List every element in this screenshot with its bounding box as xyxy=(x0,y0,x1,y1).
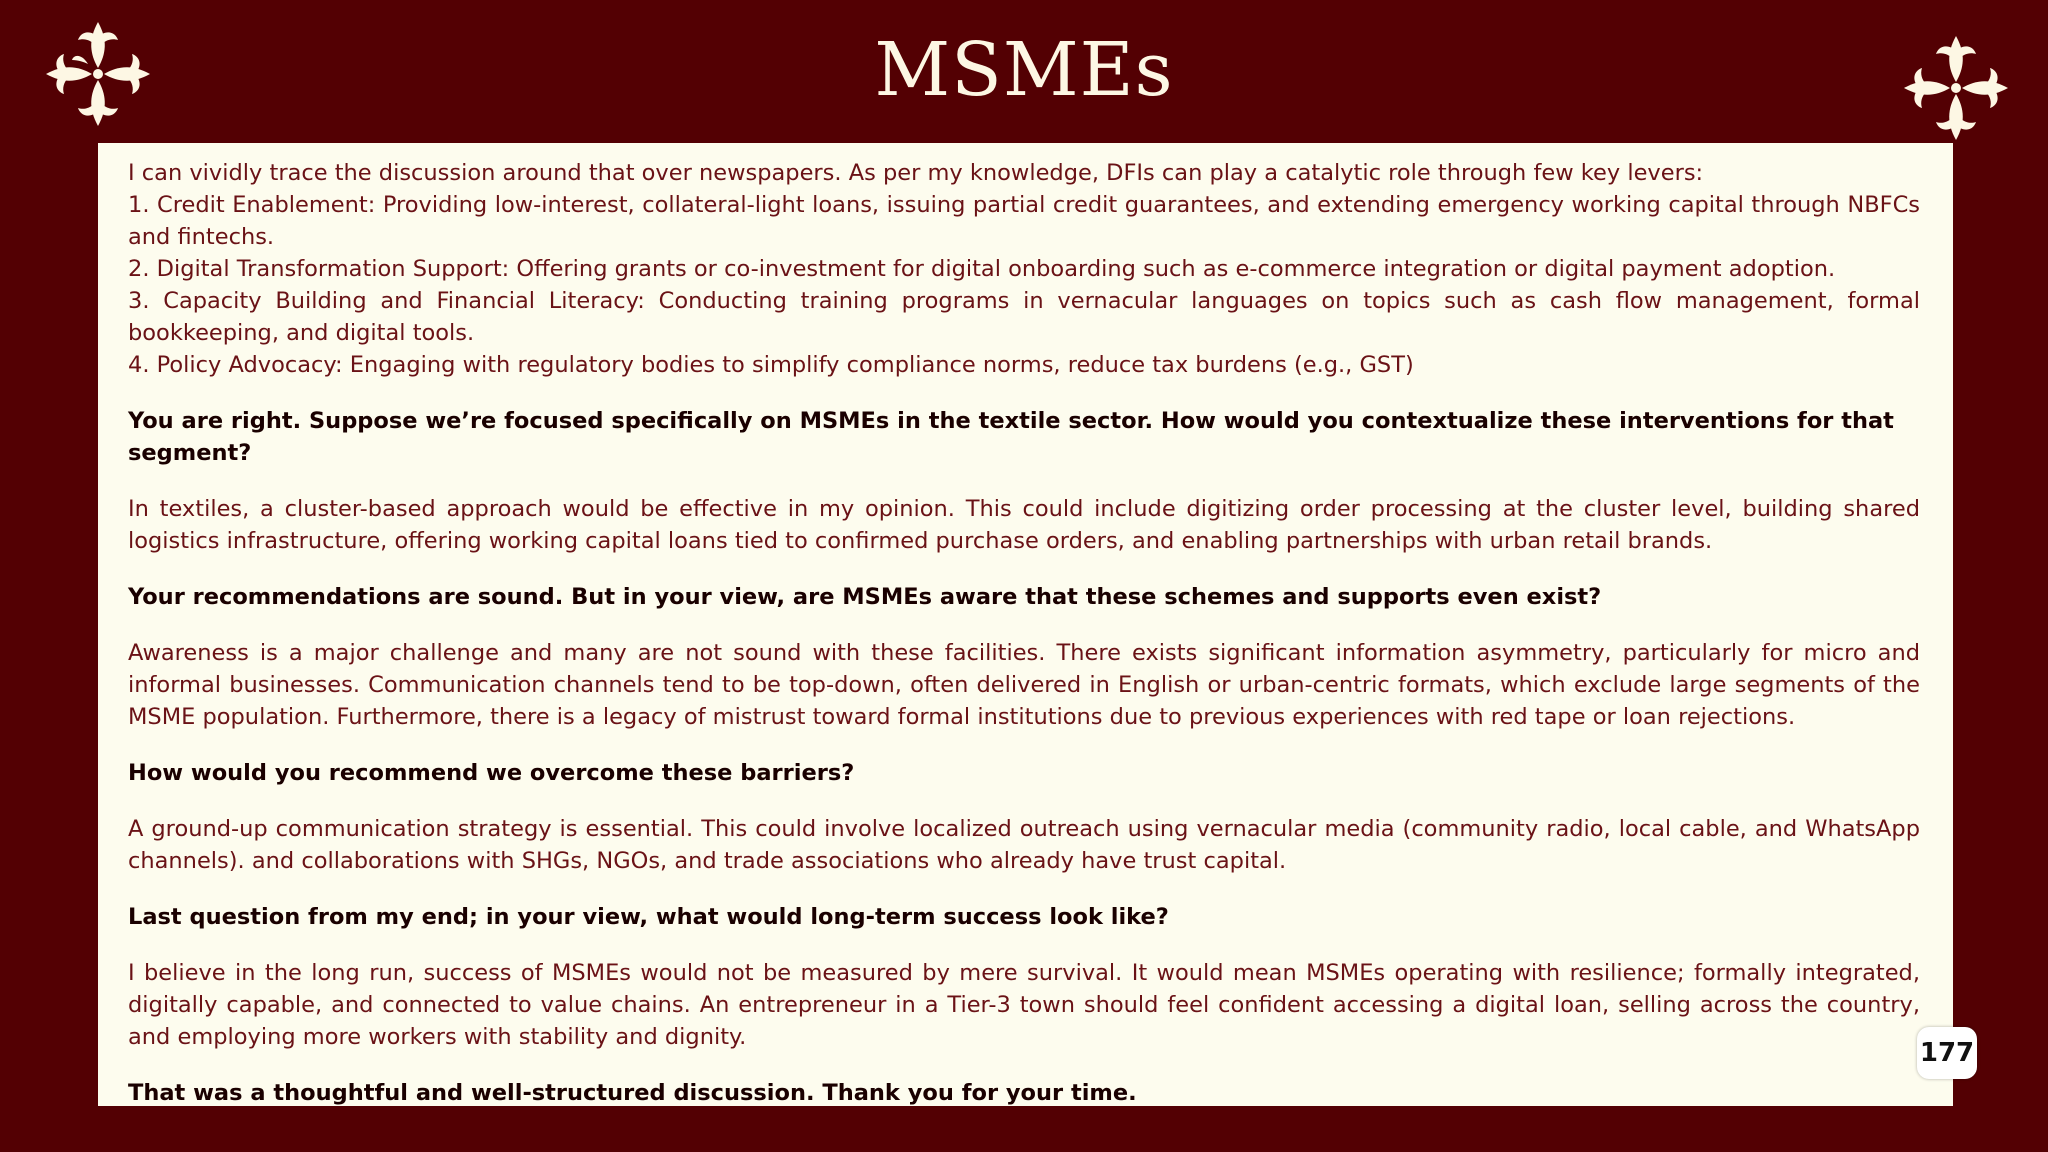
slide-title: MSMEs xyxy=(874,27,1174,113)
content-panel xyxy=(98,143,1953,1106)
question-2: Your recommendations are sound. But in your view, are MSMEs aware that these schemes and supports even exist? xyxy=(128,584,1602,610)
question-3: How would you recommend we overcome these barriers? xyxy=(128,760,855,786)
question-4: Last question from my end; in your view, what would long-term success look like? xyxy=(128,904,1169,930)
closing-statement: That was a thoughtful and well-structured discussion. Thank you for your time. xyxy=(128,1080,1137,1106)
intro-line: 3. Capacity Building and Financial Literacy: Conducting training programs in vernacular languages on topics such as cash flow management, formal bookkeeping, and digital tools. xyxy=(128,288,1920,346)
intro-line: 1. Credit Enablement: Providing low-interest, collateral-light loans, issuing partial credit guarantees, and extending emergency working capital through NBFCs and fintechs. xyxy=(128,192,1920,250)
intro-answer xyxy=(128,157,1920,381)
question-1: You are right. Suppose we’re focused specifically on MSMEs in the textile sector. How would you contextualize these interventions for that segment? xyxy=(128,408,1894,466)
intro-line: 4. Policy Advocacy: Engaging with regulatory bodies to simplify compliance norms, reduce tax burdens (e.g., GST) xyxy=(128,352,1414,378)
intro-line: I can vividly trace the discussion around that over newspapers. As per my knowledge, DFIs can play a catalytic role through few key levers: xyxy=(128,160,1704,186)
answer-3: A ground-up communication strategy is essential. This could involve localized outreach using vernacular media (community radio, local cable, and WhatsApp channels). and collaborations with SHGs, NGOs, and trade associations who already have trust capital. xyxy=(128,816,1920,874)
intro-line: 2. Digital Transformation Support: Offering grants or co-investment for digital onboarding such as e-commerce integration or digital payment adoption. xyxy=(128,256,1836,282)
page-number-badge: 177 xyxy=(1917,1027,1977,1079)
answer-4: I believe in the long run, success of MSMEs would not be measured by mere survival. It would mean MSMEs operating with resilience; formally integrated, digitally capable, and connected to value chains. An entrepreneur in a Tier-3 town should feel confident accessing a digital loan, selling across the country, and employing more workers with stability and dignity. xyxy=(128,960,1920,1050)
answer-2: Awareness is a major challenge and many are not sound with these facilities. There exists significant information asymmetry, particularly for micro and informal businesses. Communication channels tend to be top-down, often delivered in English or urban-centric formats, which exclude large segments of the MSME population. Furthermore, there is a legacy of mistrust toward formal institutions due to previous experiences with red tape or loan rejections. xyxy=(128,640,1920,730)
answer-1: In textiles, a cluster-based approach would be effective in my opinion. This could include digitizing order processing at the cluster level, building shared logistics infrastructure, offering working capital loans tied to confirmed purchase orders, and enabling partnerships with urban retail brands. xyxy=(128,496,1920,554)
